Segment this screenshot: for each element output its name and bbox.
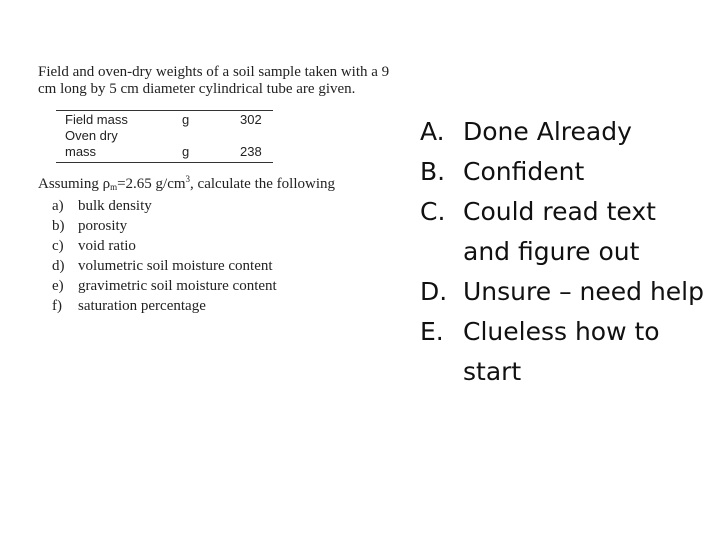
table-row	[56, 128, 273, 144]
choice-letter: C.	[420, 197, 446, 226]
list-item	[52, 216, 277, 236]
assumption-superscript: 3	[185, 174, 191, 184]
task-letter: d)	[52, 258, 65, 274]
choice-letter: B.	[420, 157, 446, 186]
assumption-value: =2.65 g/cm	[117, 176, 186, 192]
row-unit: g	[182, 112, 190, 127]
task-letter: f)	[52, 298, 62, 314]
assumption-subscript: m	[110, 182, 118, 192]
table-top-rule	[56, 110, 273, 111]
task-text: volumetric soil moisture content	[78, 258, 273, 274]
choice-text: Confident	[463, 157, 585, 186]
row-name: mass	[65, 144, 97, 159]
choice-text: Could read text and figure out	[463, 197, 656, 266]
task-text: porosity	[78, 218, 128, 234]
choice-b[interactable]	[420, 152, 710, 192]
list-item	[52, 236, 277, 256]
task-letter: b)	[52, 218, 65, 234]
table-row	[56, 112, 273, 128]
row-unit: g	[182, 144, 190, 159]
task-text: saturation percentage	[78, 298, 206, 314]
task-text: bulk density	[78, 198, 152, 214]
task-text: gravimetric soil moisture content	[78, 278, 277, 294]
assumption-suffix: , calculate the following	[190, 176, 335, 192]
choice-letter: E.	[420, 317, 444, 346]
assumption-prefix: Assuming ρ	[38, 176, 111, 192]
choice-text: Unsure – need help	[463, 277, 704, 306]
choice-e[interactable]	[420, 312, 710, 392]
task-letter: e)	[52, 278, 64, 294]
task-text: void ratio	[78, 238, 136, 254]
choice-letter: A.	[420, 117, 445, 146]
answer-choices	[420, 112, 710, 392]
task-letter: c)	[52, 238, 64, 254]
choice-letter: D.	[420, 277, 448, 306]
assumption-line	[38, 176, 390, 193]
row-value: 302	[240, 112, 262, 127]
table-bottom-rule	[56, 162, 273, 163]
choice-text: Clueless how to start	[463, 317, 660, 386]
choice-c[interactable]	[420, 192, 710, 272]
choice-a[interactable]	[420, 112, 710, 152]
row-name: Field mass	[65, 112, 128, 127]
choice-d[interactable]	[420, 272, 710, 312]
row-name: Oven dry	[65, 128, 118, 143]
list-item	[52, 276, 277, 296]
list-item	[52, 256, 277, 276]
problem-intro: Field and oven-dry weights of a soil sample taken with a 9 cm long by 5 cm diameter cylindrical tube are given.	[38, 64, 390, 97]
row-value: 238	[240, 144, 262, 159]
list-item	[52, 296, 277, 316]
task-list	[52, 196, 277, 316]
choice-text: Done Already	[463, 117, 632, 146]
table-row	[56, 144, 273, 160]
list-item	[52, 196, 277, 216]
task-letter: a)	[52, 198, 64, 214]
